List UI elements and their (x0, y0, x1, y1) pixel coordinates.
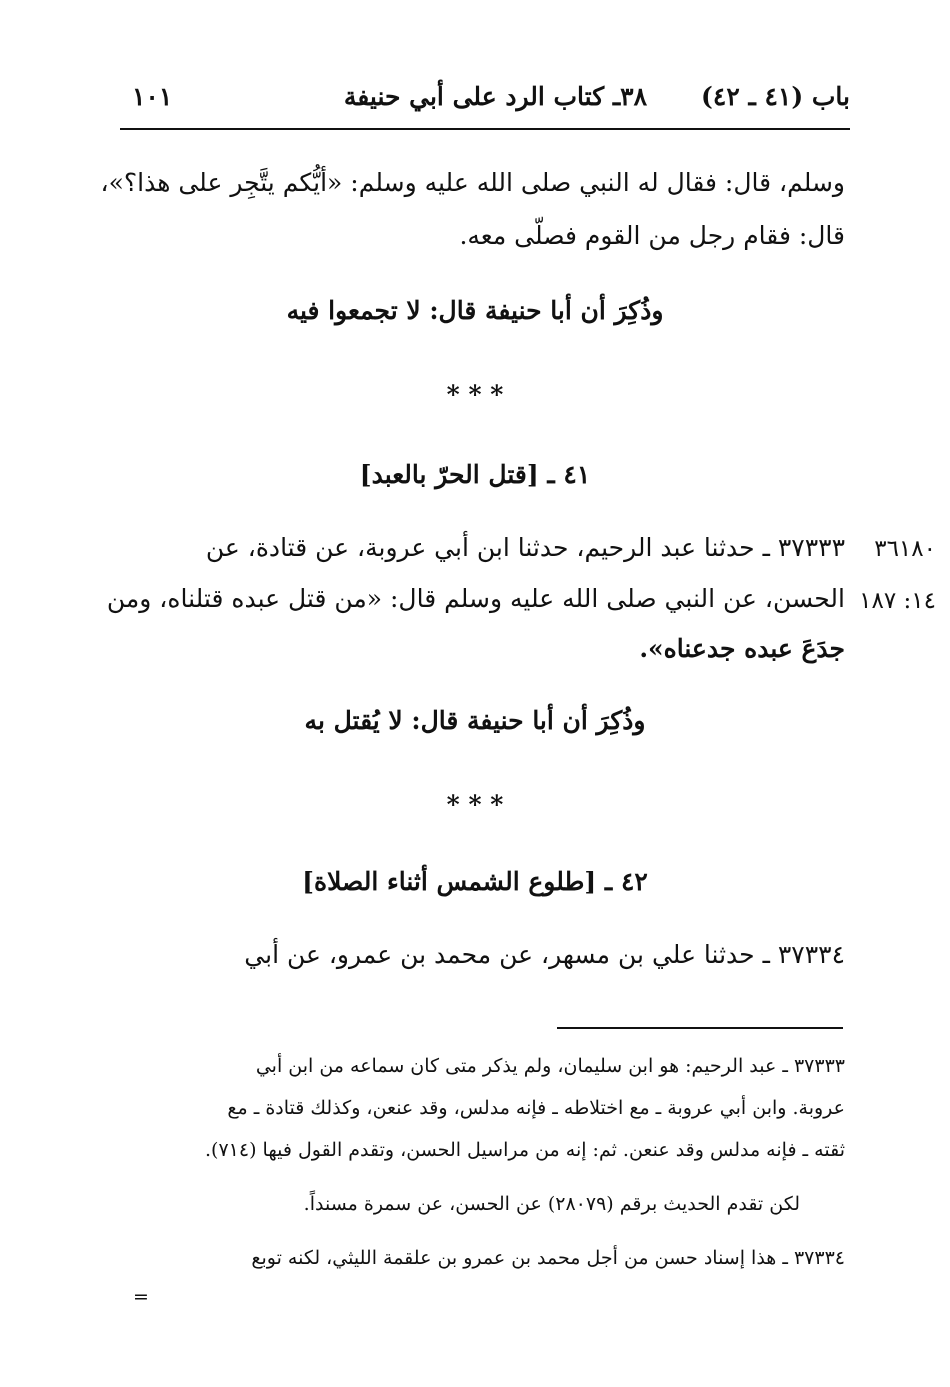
margin-reference-2: ١٤: ١٨٧ (859, 588, 936, 614)
section-heading-42: ٤٢ ـ [طلوع الشمس أثناء الصلاة] (302, 867, 648, 896)
hadith-37333-line-2: الحسن، عن النبي صلى الله عليه وسلم قال: «من قتل عبده قتلناه، ومن (106, 584, 845, 613)
footnote-continuation-mark: = (133, 1286, 149, 1308)
section-separator-1: * * * (446, 380, 504, 409)
header-book-title: ٣٨ـ كتاب الرد على أبي حنيفة (343, 82, 647, 111)
footnote-37333-line-1: ٣٧٣٣٣ ـ عبد الرحيم: هو ابن سليمان، ولم يذكر متى كان سماعه من ابن أبي (255, 1055, 845, 1077)
section-separator-2: * * * (446, 790, 504, 819)
header-rule (120, 128, 850, 130)
hadith-37333-line-1: ٣٧٣٣٣ ـ حدثنا عبد الرحيم، حدثنا ابن أبي عروبة، عن قتادة، عن (205, 533, 845, 562)
section-heading-41: ٤١ ـ [قتل الحرّ بالعبد] (359, 460, 591, 489)
header-chapter: باب (٤١ ـ ٤٢) (701, 82, 850, 111)
footnote-rule (557, 1027, 843, 1029)
footnote-37334-line-1: ٣٧٣٣٤ ـ هذا إسناد حسن من أجل محمد بن عمرو بن علقمة الليثي، لكنه توبع (251, 1247, 845, 1269)
margin-reference-1: ٣٦١٨٠ (874, 536, 936, 562)
abu-hanifa-note-2: وذُكِرَ أن أبا حنيفة قال: لا يُقتل به (304, 706, 646, 735)
footnote-37333-line-3: ثقته ـ فإنه مدلس وقد عنعن. ثم: إنه من مراسيل الحسن، وتقدم القول فيها (٧١٤). (205, 1139, 845, 1161)
footnote-37333-line-2: عروبة. وابن أبي عروبة ـ مع اختلاطه ـ فإنه مدلس، وقد عنعن، وكذلك قتادة ـ مع (227, 1097, 845, 1119)
page-number: ١٠١ (132, 82, 173, 111)
hadith-37333-line-3: جدَعَ عبده جدعناه». (639, 634, 845, 663)
footnote-37333-line-4: لكن تقدم الحديث برقم (٢٨٠٧٩) عن الحسن، عن سمرة مسنداً. (303, 1193, 800, 1215)
hadith-37334-line-1: ٣٧٣٣٤ ـ حدثنا علي بن مسهر، عن محمد بن عمرو، عن أبي (244, 940, 845, 969)
body-line-1: وسلم، قال: فقال له النبي صلى الله عليه وسلم: «أيُّكم يتَّجِر على هذا؟»، (100, 168, 845, 197)
abu-hanifa-note-1: وذُكِرَ أن أبا حنيفة قال: لا تجمعوا فيه (286, 296, 664, 325)
body-line-2: قال: فقام رجل من القوم فصلّى معه. (459, 221, 845, 250)
